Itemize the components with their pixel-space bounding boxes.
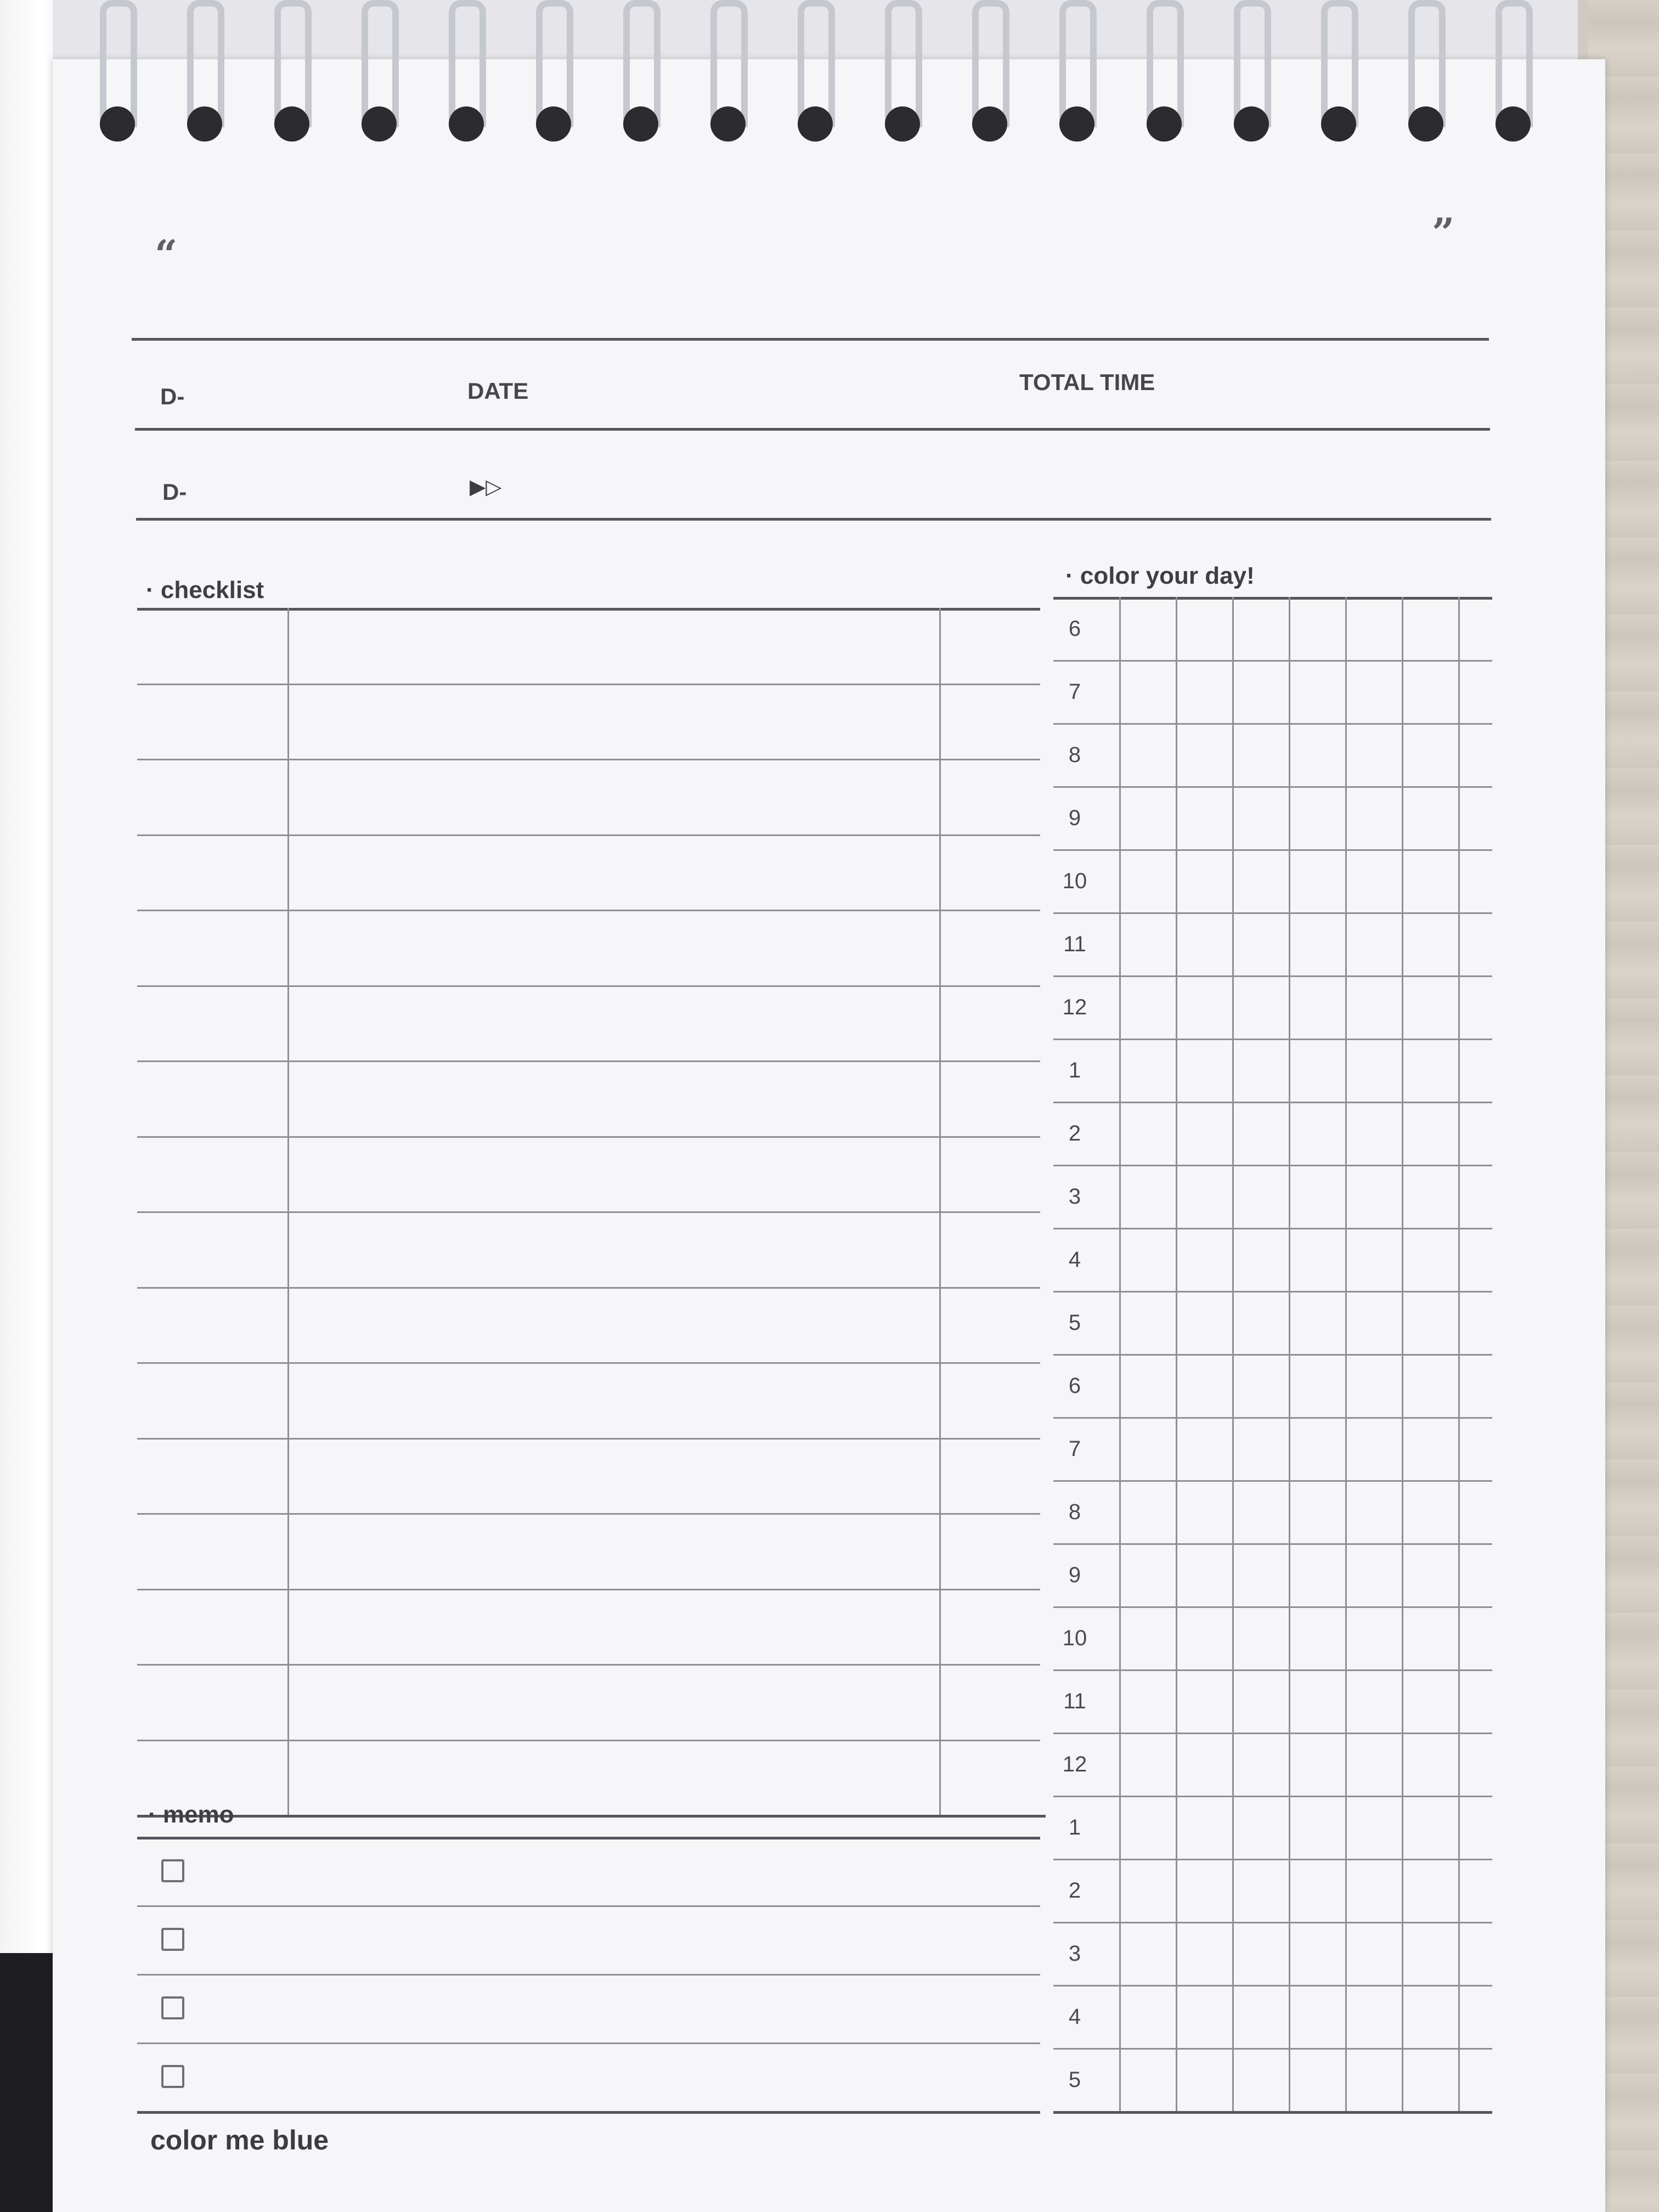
ring-hole <box>1234 106 1269 142</box>
ring-hole <box>885 106 920 142</box>
spiral-ring <box>703 0 746 148</box>
ring-hole <box>710 106 746 142</box>
spiral-ring <box>1488 0 1531 148</box>
spiral-ring <box>92 0 135 148</box>
hour-label: 6 <box>1068 616 1081 641</box>
date-label: DATE <box>467 378 529 404</box>
hour-label: 1 <box>1068 1058 1081 1082</box>
checkbox-icon[interactable] <box>161 2065 184 2088</box>
spiral-ring <box>877 0 920 148</box>
time-grid-column-rule <box>1458 597 1460 2111</box>
checklist-row-rule <box>137 985 1040 987</box>
ring-hole <box>1408 106 1443 142</box>
hour-label: 1 <box>1068 1815 1081 1839</box>
hour-label: 10 <box>1062 868 1087 893</box>
hour-label: 9 <box>1068 805 1081 830</box>
header-rule-1 <box>135 428 1490 431</box>
ring-hole <box>1496 106 1531 142</box>
hour-label: 5 <box>1068 2067 1081 2092</box>
color-your-day-title: · color your day! <box>1065 562 1255 589</box>
time-grid-column-rule <box>1402 597 1403 2111</box>
spiral-ring <box>790 0 833 148</box>
checkbox-icon[interactable] <box>161 1928 184 1951</box>
time-grid-column-rule <box>1345 597 1347 2111</box>
time-grid-bottom-rule <box>1053 2111 1492 2114</box>
hour-label: 4 <box>1068 1247 1081 1272</box>
ring-hole <box>798 106 833 142</box>
spiral-ring <box>267 0 309 148</box>
dday-label-1: D- <box>160 383 185 409</box>
checklist-bottom-rule <box>137 1815 1046 1818</box>
close-quote-mark: ” <box>1432 209 1455 256</box>
spiral-ring <box>528 0 571 148</box>
checklist-row-rule <box>137 1211 1040 1213</box>
quote-rule <box>132 338 1489 341</box>
total-time-label: TOTAL TIME <box>1019 369 1155 395</box>
checklist-row-rule <box>137 1438 1040 1440</box>
hour-label: 7 <box>1068 679 1081 704</box>
memo-top-rule <box>137 1837 1040 1839</box>
ring-hole <box>187 106 222 142</box>
hour-label: 8 <box>1068 1499 1081 1524</box>
planner-page <box>53 59 1605 2212</box>
spiral-ring <box>179 0 222 148</box>
memo-row-rule <box>137 1974 1040 1976</box>
checklist-row-rule <box>137 1740 1040 1741</box>
memo-row-rule <box>137 2042 1040 2044</box>
time-grid-column-rule <box>1289 597 1290 2111</box>
hour-label: 3 <box>1068 1184 1081 1209</box>
checklist-top-rule <box>137 608 1040 611</box>
ring-hole <box>100 106 135 142</box>
spiral-ring <box>1052 0 1094 148</box>
spiral-ring <box>1139 0 1182 148</box>
hour-label: 10 <box>1062 1626 1087 1650</box>
ring-hole <box>1147 106 1182 142</box>
checklist-title: · checklist <box>146 577 264 603</box>
spiral-ring <box>1401 0 1443 148</box>
checklist-row-rule <box>137 834 1040 836</box>
checklist-row-rule <box>137 1513 1040 1515</box>
hour-label: 11 <box>1063 1689 1086 1713</box>
ring-hole <box>274 106 309 142</box>
hour-label: 2 <box>1068 1121 1081 1146</box>
spiral-ring <box>964 0 1007 148</box>
checklist-row-rule <box>137 1664 1040 1666</box>
checkbox-icon[interactable] <box>161 1996 184 2019</box>
time-grid-column-rule <box>1119 597 1121 2111</box>
memo-bottom-rule <box>137 2111 1040 2114</box>
hour-label: 7 <box>1068 1436 1081 1461</box>
checklist-row-rule <box>137 1287 1040 1289</box>
header-rule-2 <box>136 518 1491 521</box>
hour-label: 11 <box>1063 932 1086 956</box>
hour-label: 8 <box>1068 742 1081 767</box>
ring-hole <box>449 106 484 142</box>
checklist-row-rule <box>137 1060 1040 1062</box>
time-grid-column-rule <box>1176 597 1177 2111</box>
hour-label: 9 <box>1068 1562 1081 1587</box>
spiral-ring <box>441 0 484 148</box>
spiral-ring <box>354 0 397 148</box>
checklist-row-rule <box>137 910 1040 911</box>
hour-label: 3 <box>1068 1941 1081 1966</box>
hour-label: 12 <box>1062 1752 1087 1776</box>
ring-hole <box>623 106 658 142</box>
time-grid-column-rule <box>1232 597 1234 2111</box>
hour-label: 12 <box>1062 995 1087 1019</box>
dday-label-2: D- <box>162 479 187 505</box>
checklist-row-rule <box>137 1589 1040 1590</box>
open-quote-mark: “ <box>155 231 178 278</box>
checklist-column-rule-right <box>939 608 941 1815</box>
spiral-ring <box>1226 0 1269 148</box>
checklist-column-rule-left <box>287 608 289 1815</box>
checklist-row-rule <box>137 759 1040 760</box>
checklist-row-rule <box>137 1136 1040 1138</box>
ring-hole <box>972 106 1007 142</box>
hour-label: 4 <box>1068 2004 1081 2029</box>
spiral-ring <box>1313 0 1356 148</box>
memo-row-rule <box>137 1905 1040 1907</box>
checklist-row-rule <box>137 684 1040 685</box>
hour-label: 6 <box>1068 1373 1081 1398</box>
checkbox-icon[interactable] <box>161 1859 184 1882</box>
ring-hole <box>362 106 397 142</box>
ring-hole <box>1059 106 1094 142</box>
play-icon: ▶▷ <box>470 475 502 499</box>
hour-label: 2 <box>1068 1878 1081 1903</box>
checklist-row-rule <box>137 1362 1040 1364</box>
hour-label: 5 <box>1068 1310 1081 1335</box>
ring-hole <box>1321 106 1356 142</box>
brand-text: color me blue <box>150 2125 329 2155</box>
memo-title: · memo <box>148 1801 234 1828</box>
ring-hole <box>536 106 571 142</box>
spiral-ring <box>616 0 658 148</box>
